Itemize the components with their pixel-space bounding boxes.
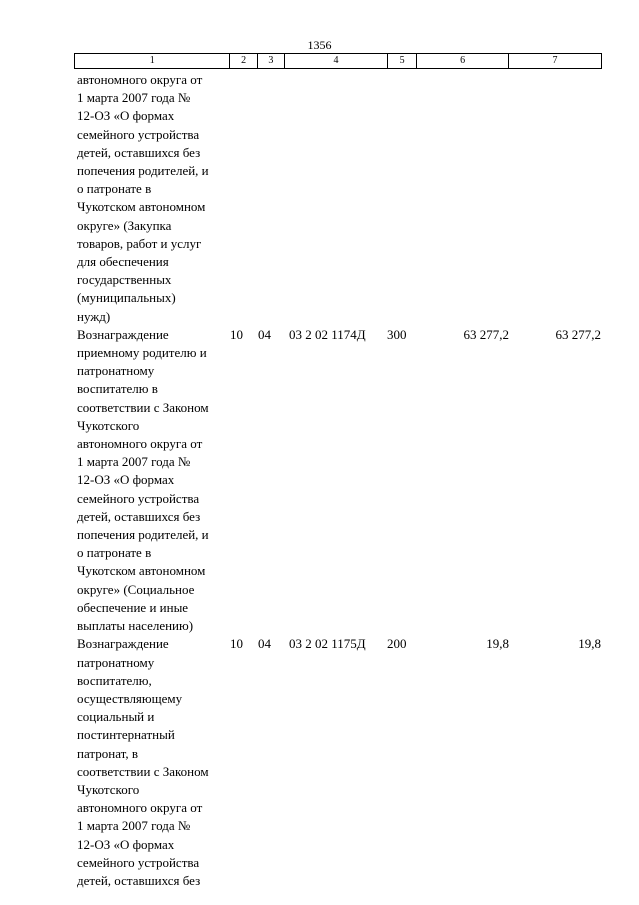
description-line: семейного устройства: [77, 126, 200, 142]
table-row: [0, 71, 639, 326]
amount-col-6: 63 277,2: [463, 326, 509, 342]
section-code: 10: [230, 326, 243, 342]
column-header-row: [75, 54, 602, 69]
target-article-code: 03 2 02 1174Д: [289, 326, 366, 342]
description-line: патронат, в: [77, 745, 138, 761]
description-line: о патронате в: [77, 181, 152, 197]
description-line: детей, оставшихся без: [77, 508, 201, 524]
description-line: Чукотском автономном: [77, 563, 206, 579]
section-code: 10: [230, 636, 243, 652]
amount-col-6: 19,8: [486, 636, 509, 652]
description-line: воспитателю в: [77, 381, 158, 397]
description-line: 1 марта 2007 года №: [77, 454, 191, 470]
amount-col-7: 19,8: [578, 636, 601, 652]
description-line: соответствии с Законом: [77, 399, 209, 415]
description-line: соответствии с Законом: [77, 763, 209, 779]
description-line: социальный и: [77, 709, 155, 725]
description-line: автономного округа от: [77, 800, 203, 816]
description-line: детей, оставшихся без: [77, 872, 201, 888]
description-line: приемному родителю и: [77, 345, 207, 361]
description-line: попечения родителей, и: [77, 527, 209, 543]
description-line: постинтернатный: [77, 727, 175, 743]
column-header-table: [74, 53, 602, 69]
row-description: [77, 635, 237, 890]
description-line: семейного устройства: [77, 490, 200, 506]
description-line: попечения родителей, и: [77, 163, 209, 179]
description-line: товаров, работ и услуг: [77, 235, 202, 251]
description-line: нужд): [77, 308, 111, 324]
table-body: [0, 71, 639, 890]
row-description: [77, 326, 237, 635]
column-header-4: 4: [284, 54, 387, 69]
description-line: округе» (Закупка: [77, 217, 172, 233]
description-line: обеспечение и иные: [77, 599, 189, 615]
description-line: Вознаграждение: [77, 326, 169, 342]
column-header-3: 3: [257, 54, 284, 69]
description-line: выплаты населению): [77, 618, 194, 634]
description-line: Чукотского: [77, 417, 140, 433]
target-article-code: 03 2 02 1175Д: [289, 636, 366, 652]
subsection-code: 04: [258, 636, 271, 652]
row-description: [77, 71, 237, 326]
description-line: воспитателю,: [77, 672, 152, 688]
description-line: государственных: [77, 272, 172, 288]
amount-col-7: 63 277,2: [555, 326, 601, 342]
description-line: Чукотского: [77, 781, 140, 797]
description-line: 12-ОЗ «О формах: [77, 836, 175, 852]
description-line: автономного округа от: [77, 436, 203, 452]
description-line: Вознаграждение: [77, 636, 169, 652]
description-line: округе» (Социальное: [77, 581, 195, 597]
description-line: семейного устройства: [77, 854, 200, 870]
column-header-1: 1: [75, 54, 230, 69]
column-header-7: 7: [509, 54, 602, 69]
table-row: [0, 326, 639, 635]
page-number: 1356: [307, 38, 332, 52]
description-line: (муниципальных): [77, 290, 176, 306]
expense-type-code: 200: [387, 636, 407, 652]
column-header-2: 2: [230, 54, 257, 69]
description-line: патронатному: [77, 363, 155, 379]
description-line: патронатному: [77, 654, 155, 670]
description-line: осуществляющему: [77, 690, 183, 706]
subsection-code: 04: [258, 326, 271, 342]
description-line: детей, оставшихся без: [77, 144, 201, 160]
column-header-5: 5: [387, 54, 416, 69]
table-row: [0, 635, 639, 890]
description-line: 12-ОЗ «О формах: [77, 472, 175, 488]
description-line: 1 марта 2007 года №: [77, 818, 191, 834]
description-line: Чукотском автономном: [77, 199, 206, 215]
description-line: о патронате в: [77, 545, 152, 561]
description-line: 12-ОЗ «О формах: [77, 108, 175, 124]
column-header-6: 6: [417, 54, 509, 69]
expense-type-code: 300: [387, 326, 407, 342]
description-line: автономного округа от: [77, 72, 203, 87]
description-line: 1 марта 2007 года №: [77, 90, 191, 106]
description-line: для обеспечения: [77, 254, 169, 270]
